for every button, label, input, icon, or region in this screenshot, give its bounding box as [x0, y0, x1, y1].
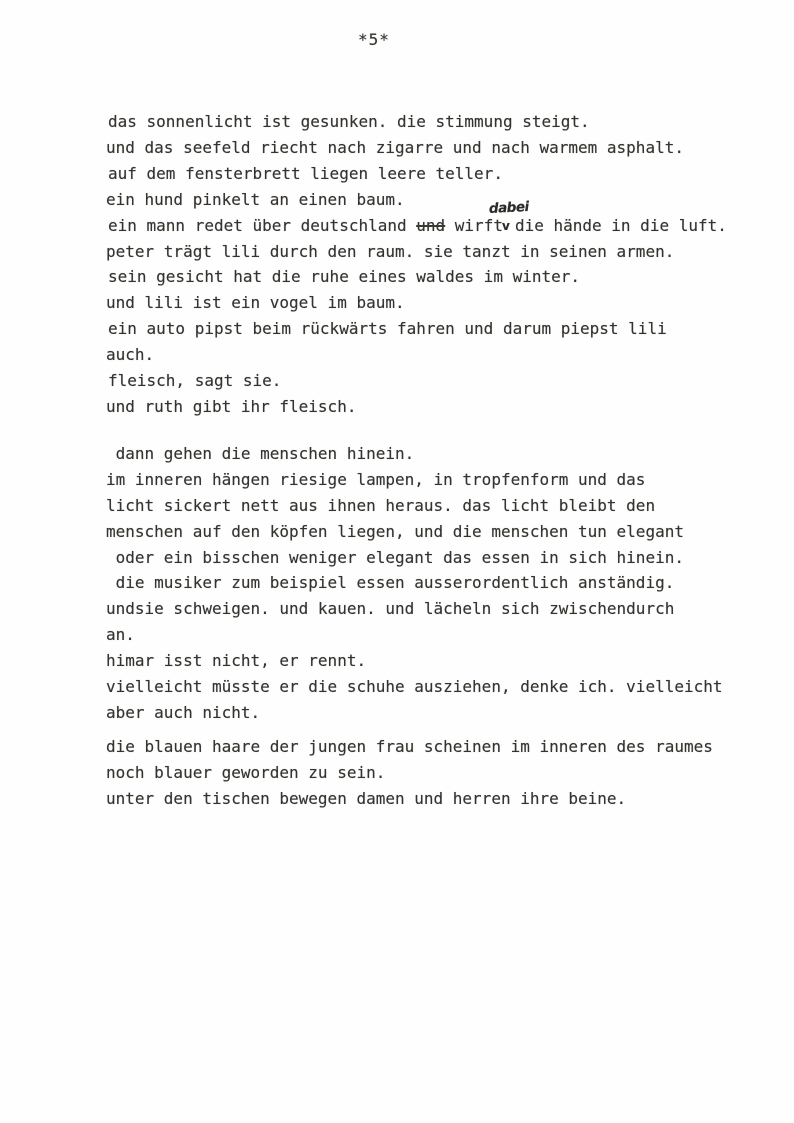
text-line: aber auch nicht. [106, 702, 261, 722]
text-line: fleisch, sagt sie. [108, 371, 282, 391]
text-line: und das seefeld riecht nach zigarre und nach warmem asphalt. [106, 137, 684, 157]
text-line: im inneren hängen riesige lampen, in tropfenform und das [106, 469, 646, 489]
page-number: *5* [358, 30, 390, 49]
struck-out-word: und [416, 215, 446, 235]
caret-mark: v [501, 218, 510, 233]
paragraph [106, 109, 746, 420]
text-line: die blauen haare der jungen frau scheinen im inneren des raumes [106, 736, 713, 756]
text-line: unter den tischen bewegen damen und herren ihre beine. [106, 788, 627, 808]
text-line: auf dem fensterbrett liegen leere teller. [108, 163, 503, 183]
text-line: licht sickert nett aus ihnen heraus. das licht bleibt den [106, 495, 656, 515]
text-line: ein mann redet über deutschland und wirft v dabei die hände in die luft. [108, 213, 748, 239]
insertion-point [488, 198, 530, 233]
text-line: peter trägt lili durch den raum. sie tanzt in seinen armen. [106, 241, 675, 261]
text-line: oder ein bisschen weniger elegant das essen in sich hinein. [106, 547, 684, 567]
text-line: dann gehen die menschen hinein. [106, 443, 415, 463]
text-line: und lili ist ein vogel im baum. [106, 293, 405, 313]
text-line: auch. [106, 345, 155, 365]
text-line: die musiker zum beispiel essen ausserordentlich anständig. [106, 573, 675, 593]
handwritten-insertion: dabei [488, 198, 530, 217]
text-line: sein gesicht hat die ruhe eines waldes im winter. [108, 267, 581, 287]
text-line: an. [106, 625, 135, 645]
text-line: vielleicht müsste er die schuhe ausziehen, denke ich. vielleicht [106, 677, 723, 697]
paragraph [106, 734, 746, 812]
text-line: menschen auf den köpfen liegen, und die menschen tun elegant [106, 521, 684, 541]
paragraph [106, 441, 746, 726]
typewritten-text-block [106, 109, 746, 812]
text-line: himar isst nicht, er rennt. [106, 651, 367, 671]
text-line: das sonnenlicht ist gesunken. die stimmung steigt. [108, 112, 590, 131]
text-line: undsie schweigen. und kauen. und lächeln sich zwischendurch [106, 599, 675, 619]
text-line: und ruth gibt ihr fleisch. [106, 396, 357, 416]
text-line: noch blauer geworden zu sein. [106, 762, 386, 782]
text-line: ein auto pipst beim rückwärts fahren und darum piepst lili [108, 319, 667, 339]
text-line: ein hund pinkelt an einen baum. [106, 189, 405, 209]
